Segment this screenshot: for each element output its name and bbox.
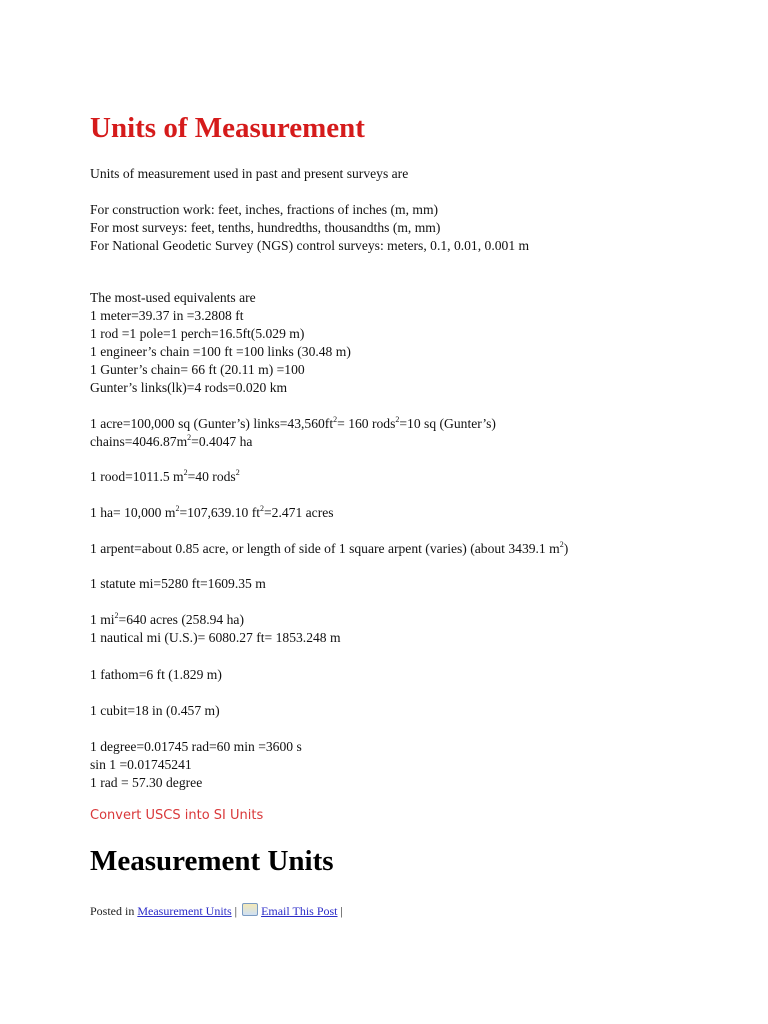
category-link[interactable]: Measurement Units: [137, 904, 232, 918]
superscript: 2: [175, 504, 180, 513]
text-line: [90, 433, 496, 451]
text-segment: 1 rood=1011.5 m: [90, 469, 184, 484]
paragraph: [90, 540, 568, 558]
page-title: Units of Measurement: [90, 112, 365, 144]
text-line: [90, 738, 302, 756]
text-line: [90, 666, 222, 684]
superscript: 2: [183, 468, 188, 477]
paragraph: [90, 201, 529, 255]
paragraph: [90, 575, 266, 593]
text-segment: =10 sq (Gunter’s): [399, 416, 496, 431]
paragraph: [90, 666, 222, 684]
text-line: [90, 774, 302, 792]
paragraph: [90, 738, 302, 792]
paragraph: [90, 702, 220, 720]
text-segment: 1 fathom=6 ft (1.829 m): [90, 667, 222, 682]
text-segment: 1 ha= 10,000 m: [90, 505, 176, 520]
text-segment: 1 engineer’s chain =100 ft =100 links (30.48 m): [90, 344, 351, 359]
superscript: 2: [333, 415, 338, 424]
email-icon[interactable]: [242, 903, 258, 916]
text-segment: =0.4047 ha: [191, 434, 253, 449]
superscript: 2: [260, 504, 264, 513]
text-segment: chains=4046.87m: [90, 434, 188, 449]
text-line: [90, 325, 351, 343]
text-segment: 1 Gunter’s chain= 66 ft (20.11 m) =100: [90, 362, 305, 377]
text-line: [90, 415, 496, 433]
section-heading: Measurement Units: [90, 845, 334, 877]
text-segment: =107,639.10 ft: [179, 505, 260, 520]
text-segment: 1 rod =1 pole=1 perch=16.5ft(5.029 m): [90, 326, 305, 341]
superscript: 2: [187, 433, 192, 442]
text-segment: sin 1 =0.01745241: [90, 757, 192, 772]
text-line: [90, 468, 240, 486]
text-segment: 1 acre=100,000 sq (Gunter’s) links=43,560ft: [90, 416, 334, 431]
text-segment: 1 rad = 57.30 degree: [90, 775, 203, 790]
text-line: [90, 756, 302, 774]
separator: |: [234, 904, 238, 918]
superscript: 2: [114, 611, 119, 620]
text-line: [90, 219, 529, 237]
text-segment: ): [563, 541, 569, 556]
text-segment: 1 degree=0.01745 rad=60 min =3600 s: [90, 739, 302, 754]
text-line: [90, 165, 408, 183]
text-segment: 1 arpent=about 0.85 acre, or length of side of 1 square arpent (varies) (about 3439.1 m: [90, 541, 560, 556]
text-line: [90, 575, 266, 593]
superscript: 2: [235, 468, 240, 477]
text-line: [90, 379, 351, 397]
text-segment: Units of measurement used in past and present surveys are: [90, 166, 409, 181]
text-segment: For National Geodetic Survey (NGS) control surveys: meters, 0.1, 0.01, 0.001 m: [90, 238, 530, 253]
text-line: [90, 540, 568, 558]
text-line: [90, 611, 341, 629]
text-segment: For most surveys: feet, tenths, hundredths, thousandths (m, mm): [90, 220, 441, 235]
text-segment: For construction work: feet, inches, fractions of inches (m, mm): [90, 202, 439, 217]
text-line: [90, 289, 351, 307]
text-line: [90, 201, 529, 219]
text-segment: =640 acres (258.94 ha): [118, 612, 244, 627]
superscript: 2: [395, 415, 400, 424]
text-segment: 1 mi: [90, 612, 115, 627]
separator: |: [340, 904, 343, 918]
paragraph: [90, 611, 341, 647]
text-segment: = 160 rods: [337, 416, 396, 431]
paragraph: [90, 504, 334, 522]
text-line: [90, 237, 529, 255]
posted-in-label: Posted in: [90, 904, 135, 918]
text-segment: Gunter’s links(lk)=4 rods=0.020 km: [90, 380, 288, 395]
post-meta: [90, 903, 343, 919]
paragraph: [90, 289, 351, 397]
email-post-link[interactable]: Email This Post: [261, 904, 338, 918]
paragraph: [90, 468, 240, 486]
superscript: 2: [559, 540, 564, 549]
text-line: [90, 504, 334, 522]
text-line: [90, 361, 351, 379]
paragraph: [90, 415, 496, 451]
text-segment: =2.471 acres: [264, 505, 334, 520]
text-line: [90, 629, 341, 647]
paragraph: [90, 165, 408, 183]
text-segment: 1 cubit=18 in (0.457 m): [90, 703, 220, 718]
text-segment: 1 meter=39.37 in =3.2808 ft: [90, 308, 244, 323]
convert-uscs-link[interactable]: Convert USCS into SI Units: [90, 808, 264, 823]
text-line: [90, 343, 351, 361]
text-line: [90, 702, 220, 720]
text-segment: 1 statute mi=5280 ft=1609.35 m: [90, 576, 266, 591]
text-segment: =40 rods: [187, 469, 236, 484]
text-line: [90, 307, 351, 325]
text-segment: 1 nautical mi (U.S.)= 6080.27 ft= 1853.248 m: [90, 630, 341, 645]
text-segment: The most-used equivalents are: [90, 290, 256, 305]
